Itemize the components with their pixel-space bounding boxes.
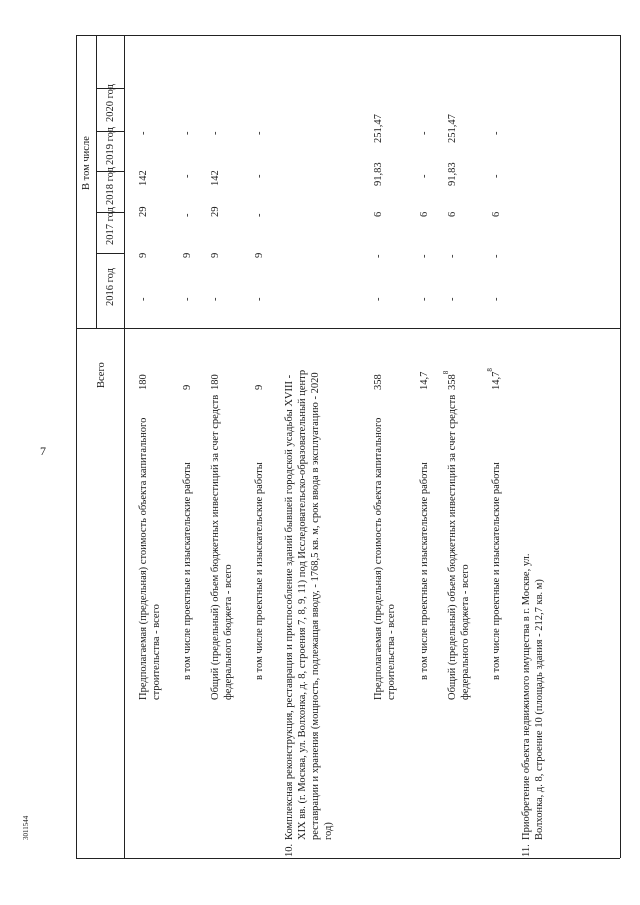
header-year-2019: 2019 год (105, 127, 116, 165)
row-value-2016: - (447, 297, 458, 301)
row-value-2020: 251,47 (373, 114, 384, 143)
row-value-2020: - (419, 131, 430, 135)
row-value-2018: - (254, 213, 265, 217)
header-divider-total (76, 328, 620, 329)
row-value-2018: 29 (210, 206, 221, 217)
header-divider-years (96, 253, 124, 254)
row-value-2016: - (182, 297, 193, 301)
document-id: 3011544 (22, 815, 30, 840)
row-label: в том числе проектные и изыскательские работы (254, 462, 265, 680)
row-value-2017: - (373, 254, 384, 258)
row-value-2019: 142 (210, 170, 221, 186)
row-value-2019: - (182, 174, 193, 178)
row-value-2016: - (373, 297, 384, 301)
row-total: 180 (138, 374, 149, 390)
row-value-2019: - (419, 174, 430, 178)
page-number: 7 (40, 444, 46, 458)
row-value-2016: - (491, 297, 502, 301)
row-label: Комплексная реконструкция, реставрация и приспособление зданий бывшей городской усадьбы XVIII - XIX вв. (г. Москва, ул. Волхонка, д. 8, строения 7, 8, 9, 11) под Исследовательско-образовательный центр реставрации и хранения (мощность, подлежащая вводу, - 1768,5 кв. м, срок ввода в эксплуатацию - 2020 год) (284, 369, 334, 840)
row-value-2019: 142 (138, 170, 149, 186)
row-total: 9 (182, 384, 193, 390)
row-value-2020: - (182, 131, 193, 135)
row-value-2019: - (254, 174, 265, 178)
header-year-2020: 2020 год (105, 84, 116, 122)
header-total: Всего (96, 362, 107, 388)
header-inner-border (96, 35, 97, 328)
header-year-2017: 2017 год (105, 207, 116, 245)
header-years-border (124, 35, 125, 858)
row-value-2017: - (491, 254, 502, 258)
row-label: в том числе проектные и изыскательские работы (419, 462, 430, 680)
row-total: 14,7$^8$ (486, 368, 502, 390)
row-value-2018: 29 (138, 206, 149, 217)
row-value-2020: 251,47 (447, 114, 458, 143)
row-value-2017: - (419, 254, 430, 258)
row-value-2020: - (254, 131, 265, 135)
row-value-2016: - (210, 297, 221, 301)
header-year-2018: 2018 год (105, 167, 116, 205)
row-value-2018: 6 (491, 211, 502, 217)
row-value-2017: - (447, 254, 458, 258)
row-total: 9 (254, 384, 265, 390)
row-value-2017: 9 (210, 252, 221, 258)
row-value-2016: - (419, 297, 430, 301)
footnote-marker: 8 (442, 370, 450, 375)
row-label: в том числе проектные и изыскательские работы (491, 462, 502, 680)
right-border (620, 35, 621, 858)
footnote-marker: 8 (486, 368, 494, 372)
row-value-2016: - (254, 297, 265, 301)
row-value-2017: 9 (182, 252, 193, 258)
table-top-rule (76, 35, 620, 36)
header-in-including: В том числе (81, 136, 92, 190)
row-value-2016: - (138, 297, 149, 301)
row-label: Предполагаемая (предельная) стоимость объекта капитального строительства - всего (138, 417, 162, 700)
row-total: 14,7 (419, 371, 430, 390)
row-value-2018: 6 (447, 211, 458, 217)
row-value-2018: 6 (419, 211, 430, 217)
row-total: 180 (210, 374, 221, 390)
row-label: Общий (предельный) объем бюджетных инвестиций за счет средств федерального бюджета - всего (210, 394, 234, 700)
table-bottom-rule (76, 858, 620, 859)
row-label: в том числе проектные и изыскательские работы (182, 462, 193, 680)
row-value-2018: 6 (373, 211, 384, 217)
row-total: $358^8$ (442, 370, 458, 390)
row-value-2019: 91,83 (373, 162, 384, 186)
row-label: Приобретение объекта недвижимого имущества в г. Москве, ул. Волхонка, д. 8, строение 10 (площадь здания - 212,7 кв. м) (521, 553, 545, 840)
row-value-2020: - (210, 131, 221, 135)
row-value-2019: 91,83 (447, 162, 458, 186)
row-value-2020: - (491, 131, 502, 135)
row-label: Общий (предельный) объем бюджетных инвестиций за счет средств федерального бюджета - всего (447, 394, 471, 700)
row-value-2020: - (138, 131, 149, 135)
header-left-border (76, 35, 77, 858)
row-value-2018: - (182, 213, 193, 217)
row-value-2017: 9 (138, 252, 149, 258)
row-value-2019: - (491, 174, 502, 178)
row-label: Предполагаемая (предельная) стоимость объекта капитального строительства - всего (373, 417, 397, 700)
row-number: 11. (521, 844, 532, 857)
header-year-2016: 2016 год (105, 268, 116, 306)
row-value-2017: 9 (254, 252, 265, 258)
row-number: 10. (284, 843, 295, 857)
row-total: 358 (373, 374, 384, 390)
